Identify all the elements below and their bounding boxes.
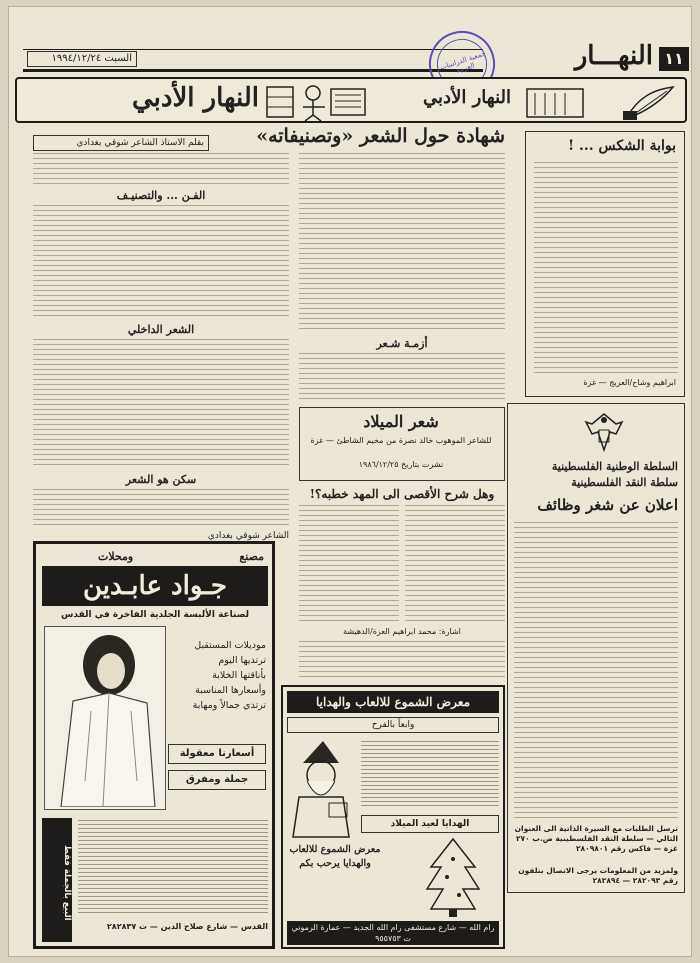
masthead <box>9 7 692 73</box>
abdeen-bullet-3: بأناقتها الخلابة <box>212 670 266 681</box>
sidebar-poem-body <box>534 162 678 374</box>
article-col-right-top <box>299 153 505 333</box>
candles-side-text: معرض الشموع للالعاب والهدايا يرحب بكم <box>289 844 381 869</box>
section-heading-inner: الشعر الداخلي <box>127 323 195 336</box>
article-col-mid-2 <box>33 205 289 319</box>
books-icon <box>525 85 585 119</box>
byline-name: شوقي بغدادي <box>76 138 129 148</box>
authority-footer-2: ولمزيد من المعلومات يرجى الاتصال بتلفون رقم ٢٨٢٠٩٣ — ٢٨٢٨٩٤ <box>518 866 678 885</box>
candles-subtitle: وابعاً بالفرح <box>287 717 499 733</box>
birthday-date: نشرت بتاريخ ١٩٨٦/١٢/٢٥ <box>358 460 444 469</box>
sidebar-poem-author: ابراهيم وشاح/العريج — غزة <box>583 378 676 387</box>
aqsa-poem-author: اشارة: محمد ابراهيم العزة/الدهيشة <box>343 627 461 636</box>
article-col-right-2 <box>299 353 505 401</box>
abdeen-name: جـواد عابـدين <box>42 566 268 606</box>
article-col-mid-3 <box>33 339 289 469</box>
main-article-title: شهادة حول الشعر «وتصنيفاته» <box>256 125 505 147</box>
literary-title-left: النهار الأدبي <box>131 83 259 113</box>
article-col-mid-4 <box>33 489 289 529</box>
santa-claus-icon <box>289 739 355 839</box>
literary-title-right: النهار الأدبي <box>423 87 511 108</box>
masthead-rule <box>23 69 483 72</box>
section-heading-art: الفـن ... والتصنيـف <box>116 189 206 202</box>
authority-footer-1: ترسل الطلبات مع السيرة الذاتية الى العنوان التالي — سلطة النقد الفلسطينية ص.ب ٢٧٠ غزة — فاكس رقم ٢٨٠٩٨٠١ <box>514 824 678 853</box>
article-col-mid-top <box>33 153 289 187</box>
candles-body-text <box>361 741 499 807</box>
eagle-emblem-icon <box>584 410 624 454</box>
section-heading-home: سكن هو الشعر <box>125 473 197 486</box>
authority-headline: اعلان عن شغر وظائف <box>537 496 678 514</box>
sidebar-poem-title: بوابة الشكس ... ! <box>567 138 676 154</box>
aqsa-poem-title: وهل شرح الأقصى الى المهد خطبه؟! <box>309 487 495 501</box>
abdeen-bullets <box>166 638 266 713</box>
abdeen-address: القدس — شارع صلاح الدين — ت ٢٨٢٨٣٧ <box>106 922 268 931</box>
newspaper-page <box>8 6 692 957</box>
aqsa-poem-col-right <box>405 505 505 623</box>
sidebar-poem-box <box>525 131 685 397</box>
authority-ad-box <box>507 403 685 893</box>
page-number-box: ١١ <box>659 47 689 71</box>
abdeen-ad-box <box>33 541 275 949</box>
archive-stamp-text: جمعية الدراسات العربية <box>439 49 487 75</box>
abdeen-bullet-4: وأسعارها المناسبة <box>195 685 266 696</box>
authority-dept: سلطة النقد الفلسطينية <box>571 476 678 489</box>
abdeen-tagline: لصناعة الألبسة الجلدية الفاخرة في القدس <box>61 610 249 620</box>
date-box: السبت ١٩٩٤/١٢/٢٤ <box>27 51 137 67</box>
candles-ad-box <box>281 685 505 949</box>
abdeen-branches <box>78 820 268 916</box>
abdeen-price-2: جملة ومفرق <box>168 770 266 790</box>
book-stack-icon <box>265 85 295 119</box>
main-article-byline <box>33 135 209 151</box>
masthead-rule-top <box>23 49 483 50</box>
birthday-poem-box <box>299 407 505 481</box>
article-signature: الشاعر شوقي بغدادي <box>207 531 289 541</box>
literary-banner <box>15 77 687 123</box>
abdeen-bullet-1: موديلات المستقبل <box>194 640 266 651</box>
abdeen-photo <box>44 626 166 810</box>
authority-ad-body <box>514 522 678 820</box>
abdeen-vertical-strip: البيع بالجملة فقط <box>42 818 72 942</box>
quill-inkwell-icon <box>621 83 677 121</box>
abdeen-bullet-2: ترتديها اليوم <box>218 655 266 666</box>
abdeen-bullet-5: ترتدي جمالاً ومهابة <box>192 700 266 711</box>
candles-title: معرض الشموع للالعاب والهدايا <box>287 691 499 713</box>
section-heading-crisis: أزمـة شـعر <box>376 337 428 350</box>
candles-footer: رام الله — شارع مستشفى رام الله الجديد — عمارة الرموني ت ٩٥٥٧٥٣ <box>287 921 499 945</box>
abdeen-top-left: ومحلات <box>98 550 134 563</box>
aqsa-notes <box>299 641 505 679</box>
paper-name: النهـــار <box>574 41 653 71</box>
reader-figure-icon <box>291 81 371 121</box>
christmas-tree-icon <box>423 837 483 917</box>
birthday-title: شعر الميلاد <box>363 412 439 431</box>
candles-offer: الهدايا لعيد الميلاد <box>361 815 499 833</box>
abdeen-top-right: مصنع <box>239 550 264 563</box>
birthday-subtitle: للشاعر الموهوب خالد نصرة من مخيم الشاطئ — غزة <box>310 436 492 445</box>
byline-label: بقلم الاستاذ الشاعر <box>131 138 204 148</box>
aqsa-poem-col-left <box>299 505 399 623</box>
authority-name: السلطة الوطنية الفلسطينية <box>551 460 678 473</box>
abdeen-price-1: أسعارنا معقولة <box>168 744 266 764</box>
model-figure-icon <box>51 631 161 807</box>
